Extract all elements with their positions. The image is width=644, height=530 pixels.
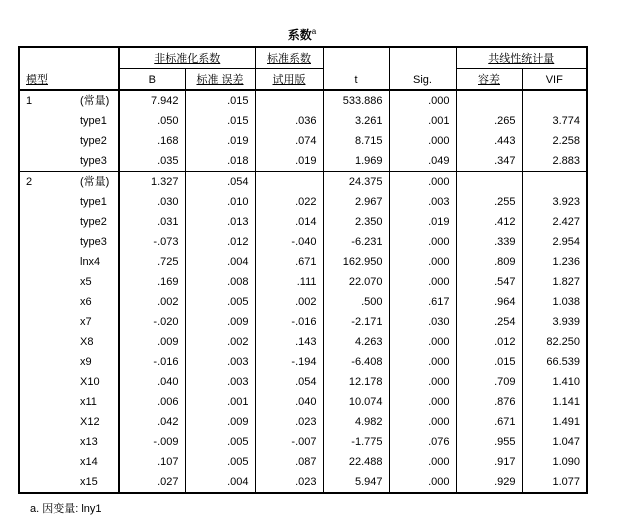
cell-b: -.016	[119, 352, 185, 372]
table-row	[19, 172, 587, 193]
cell-std-error: .015	[185, 90, 255, 111]
cell-b: .030	[119, 192, 185, 212]
table-row	[19, 111, 587, 131]
header-beta: 试用版	[255, 69, 323, 91]
cell-sig: .000	[389, 372, 456, 392]
cell-b: .725	[119, 252, 185, 272]
cell-beta: .074	[255, 131, 323, 151]
cell-t: 1.969	[323, 151, 389, 172]
cell-model-id: 2	[19, 172, 74, 494]
cell-t: 24.375	[323, 172, 389, 193]
cell-tolerance: .255	[456, 192, 522, 212]
cell-tolerance: .809	[456, 252, 522, 272]
cell-beta: -.040	[255, 232, 323, 252]
cell-std-error: .004	[185, 472, 255, 493]
header-collinearity-group: 共线性统计量	[456, 47, 587, 69]
cell-tolerance: .917	[456, 452, 522, 472]
cell-std-error: .005	[185, 452, 255, 472]
cell-std-error: .005	[185, 432, 255, 452]
cell-tolerance: .015	[456, 352, 522, 372]
cell-std-error: .004	[185, 252, 255, 272]
table-row	[19, 90, 587, 111]
header-standardized-group: 标准系数	[255, 47, 323, 69]
header-sig: Sig.	[389, 47, 456, 90]
table-row	[19, 312, 587, 332]
cell-t: 12.178	[323, 372, 389, 392]
cell-tolerance: .412	[456, 212, 522, 232]
header-model: 模型	[19, 47, 119, 90]
cell-std-error: .001	[185, 392, 255, 412]
cell-b: .169	[119, 272, 185, 292]
cell-vif	[522, 90, 587, 111]
table-row	[19, 252, 587, 272]
cell-vif: 2.954	[522, 232, 587, 252]
cell-std-error: .012	[185, 232, 255, 252]
cell-b: .042	[119, 412, 185, 432]
cell-tolerance	[456, 90, 522, 111]
cell-beta: .040	[255, 392, 323, 412]
table-row	[19, 452, 587, 472]
cell-t: 533.886	[323, 90, 389, 111]
cell-variable: X12	[80, 416, 100, 428]
cell-sig: .000	[389, 90, 456, 111]
cell-variable: type3	[80, 236, 107, 248]
title-superscript: a	[311, 27, 317, 36]
cell-std-error: .015	[185, 111, 255, 131]
cell-vif	[522, 172, 587, 193]
cell-variable: x7	[80, 316, 92, 328]
cell-beta: -.016	[255, 312, 323, 332]
cell-sig: .049	[389, 151, 456, 172]
table-body	[19, 90, 587, 493]
cell-std-error: .008	[185, 272, 255, 292]
cell-std-error: .010	[185, 192, 255, 212]
cell-beta: .023	[255, 472, 323, 493]
cell-std-error: .003	[185, 372, 255, 392]
cell-beta: .022	[255, 192, 323, 212]
cell-b: .168	[119, 131, 185, 151]
cell-beta: -.194	[255, 352, 323, 372]
cell-tolerance: .671	[456, 412, 522, 432]
cell-variable: x11	[80, 396, 97, 408]
cell-vif: 1.236	[522, 252, 587, 272]
cell-std-error: .002	[185, 332, 255, 352]
cell-t: 2.350	[323, 212, 389, 232]
cell-t: 3.261	[323, 111, 389, 131]
cell-vif: 2.883	[522, 151, 587, 172]
cell-tolerance: .547	[456, 272, 522, 292]
table-row	[19, 151, 587, 172]
cell-std-error: .019	[185, 131, 255, 151]
cell-sig: .000	[389, 472, 456, 493]
table-row	[19, 372, 587, 392]
header-tolerance: 容差	[456, 69, 522, 91]
cell-t: 10.074	[323, 392, 389, 412]
cell-t: 2.967	[323, 192, 389, 212]
cell-tolerance: .254	[456, 312, 522, 332]
cell-vif: 1.491	[522, 412, 587, 432]
header-t: t	[323, 47, 389, 90]
cell-std-error: .009	[185, 412, 255, 432]
cell-variable: (常量)	[74, 172, 119, 193]
cell-sig: .000	[389, 412, 456, 432]
cell-t: -6.408	[323, 352, 389, 372]
table-row	[19, 232, 587, 252]
cell-sig: .076	[389, 432, 456, 452]
table-row	[19, 212, 587, 232]
cell-tolerance: .955	[456, 432, 522, 452]
cell-tolerance: .876	[456, 392, 522, 412]
cell-variable: x6	[80, 296, 92, 308]
cell-beta: -.007	[255, 432, 323, 452]
cell-beta: .087	[255, 452, 323, 472]
cell-model-id: 1	[26, 95, 33, 107]
cell-tolerance: .265	[456, 111, 522, 131]
cell-vif: 1.090	[522, 452, 587, 472]
cell-std-error: .005	[185, 292, 255, 312]
cell-std-error: .009	[185, 312, 255, 332]
cell-b: .040	[119, 372, 185, 392]
cell-variable: type2	[80, 216, 107, 228]
cell-b: .006	[119, 392, 185, 412]
cell-t: 4.982	[323, 412, 389, 432]
cell-b: -.009	[119, 432, 185, 452]
cell-beta: .143	[255, 332, 323, 352]
cell-vif: 1.047	[522, 432, 587, 452]
header-unstandardized-group: 非标准化系数	[119, 47, 255, 69]
header-vif: VIF	[522, 69, 587, 91]
table-row	[19, 292, 587, 312]
table-row	[19, 412, 587, 432]
cell-sig: .000	[389, 392, 456, 412]
cell-variable: X10	[80, 376, 100, 388]
cell-t: 22.488	[323, 452, 389, 472]
cell-t: 4.263	[323, 332, 389, 352]
cell-vif: 1.141	[522, 392, 587, 412]
cell-b: .027	[119, 472, 185, 493]
cell-b: .009	[119, 332, 185, 352]
cell-sig: .000	[389, 131, 456, 151]
cell-b: -.020	[119, 312, 185, 332]
cell-b: .035	[119, 151, 185, 172]
cell-vif: 1.077	[522, 472, 587, 493]
cell-vif: 1.038	[522, 292, 587, 312]
cell-beta: .023	[255, 412, 323, 432]
cell-tolerance: .709	[456, 372, 522, 392]
cell-t: 5.947	[323, 472, 389, 493]
cell-vif: 3.923	[522, 192, 587, 212]
cell-vif: 1.827	[522, 272, 587, 292]
cell-t: -2.171	[323, 312, 389, 332]
cell-variable: x5	[80, 276, 92, 288]
cell-variable: x15	[80, 476, 98, 488]
cell-vif: 2.427	[522, 212, 587, 232]
cell-std-error: .018	[185, 151, 255, 172]
cell-beta: .002	[255, 292, 323, 312]
cell-b: .031	[119, 212, 185, 232]
table-row	[19, 332, 587, 352]
table-row	[19, 131, 587, 151]
cell-tolerance: .012	[456, 332, 522, 352]
cell-variable: type2	[80, 135, 107, 147]
cell-beta: .036	[255, 111, 323, 131]
cell-vif: 66.539	[522, 352, 587, 372]
cell-tolerance: .964	[456, 292, 522, 312]
cell-sig: .000	[389, 172, 456, 193]
cell-sig: .000	[389, 272, 456, 292]
cell-vif: 3.774	[522, 111, 587, 131]
table-title	[0, 26, 604, 43]
cell-b: 7.942	[119, 90, 185, 111]
table-row	[19, 352, 587, 372]
cell-sig: .000	[389, 452, 456, 472]
cell-sig: .019	[389, 212, 456, 232]
cell-t: 162.950	[323, 252, 389, 272]
cell-sig: .000	[389, 352, 456, 372]
cell-beta: .671	[255, 252, 323, 272]
cell-vif: 1.410	[522, 372, 587, 392]
cell-variable: type1	[80, 196, 107, 208]
cell-variable: (常量)	[80, 95, 110, 107]
cell-tolerance: .929	[456, 472, 522, 493]
cell-t: -6.231	[323, 232, 389, 252]
cell-b: .050	[119, 111, 185, 131]
cell-sig: .003	[389, 192, 456, 212]
cell-sig: .001	[389, 111, 456, 131]
cell-tolerance	[456, 172, 522, 193]
cell-std-error: .013	[185, 212, 255, 232]
cell-vif: 82.250	[522, 332, 587, 352]
cell-vif: 3.939	[522, 312, 587, 332]
cell-tolerance: .347	[456, 151, 522, 172]
cell-tolerance: .339	[456, 232, 522, 252]
cell-vif: 2.258	[522, 131, 587, 151]
table-title-text: 系数	[287, 28, 312, 42]
table-row	[19, 272, 587, 292]
cell-beta	[255, 90, 323, 111]
cell-sig: .000	[389, 232, 456, 252]
cell-b: .107	[119, 452, 185, 472]
cell-beta	[255, 172, 323, 193]
table-row	[19, 432, 587, 452]
cell-std-error: .054	[185, 172, 255, 193]
cell-sig: .000	[389, 332, 456, 352]
cell-variable: x13	[80, 436, 98, 448]
header-b: B	[119, 69, 185, 91]
cell-variable: type3	[80, 155, 107, 167]
cell-variable: X8	[80, 336, 94, 348]
cell-sig: .617	[389, 292, 456, 312]
footnote: a. 因变量: lny1	[30, 503, 102, 515]
cell-beta: .014	[255, 212, 323, 232]
cell-variable: x9	[80, 356, 92, 368]
cell-t: .500	[323, 292, 389, 312]
cell-beta: .019	[255, 151, 323, 172]
cell-t: 22.070	[323, 272, 389, 292]
cell-std-error: .003	[185, 352, 255, 372]
header-std-error: 标准 误差	[185, 69, 255, 91]
table-row	[19, 192, 587, 212]
cell-sig: .030	[389, 312, 456, 332]
cell-t: 8.715	[323, 131, 389, 151]
cell-b: 1.327	[119, 172, 185, 193]
cell-beta: .111	[255, 272, 323, 292]
table-row	[19, 392, 587, 412]
cell-b: .002	[119, 292, 185, 312]
cell-beta: .054	[255, 372, 323, 392]
cell-sig: .000	[389, 252, 456, 272]
cell-variable: x14	[80, 456, 98, 468]
cell-tolerance: .443	[456, 131, 522, 151]
cell-t: -1.775	[323, 432, 389, 452]
cell-b: -.073	[119, 232, 185, 252]
table-row	[19, 472, 587, 493]
cell-variable: lnx4	[80, 256, 101, 268]
coefficients-table	[18, 46, 588, 494]
cell-variable: type1	[80, 115, 107, 127]
